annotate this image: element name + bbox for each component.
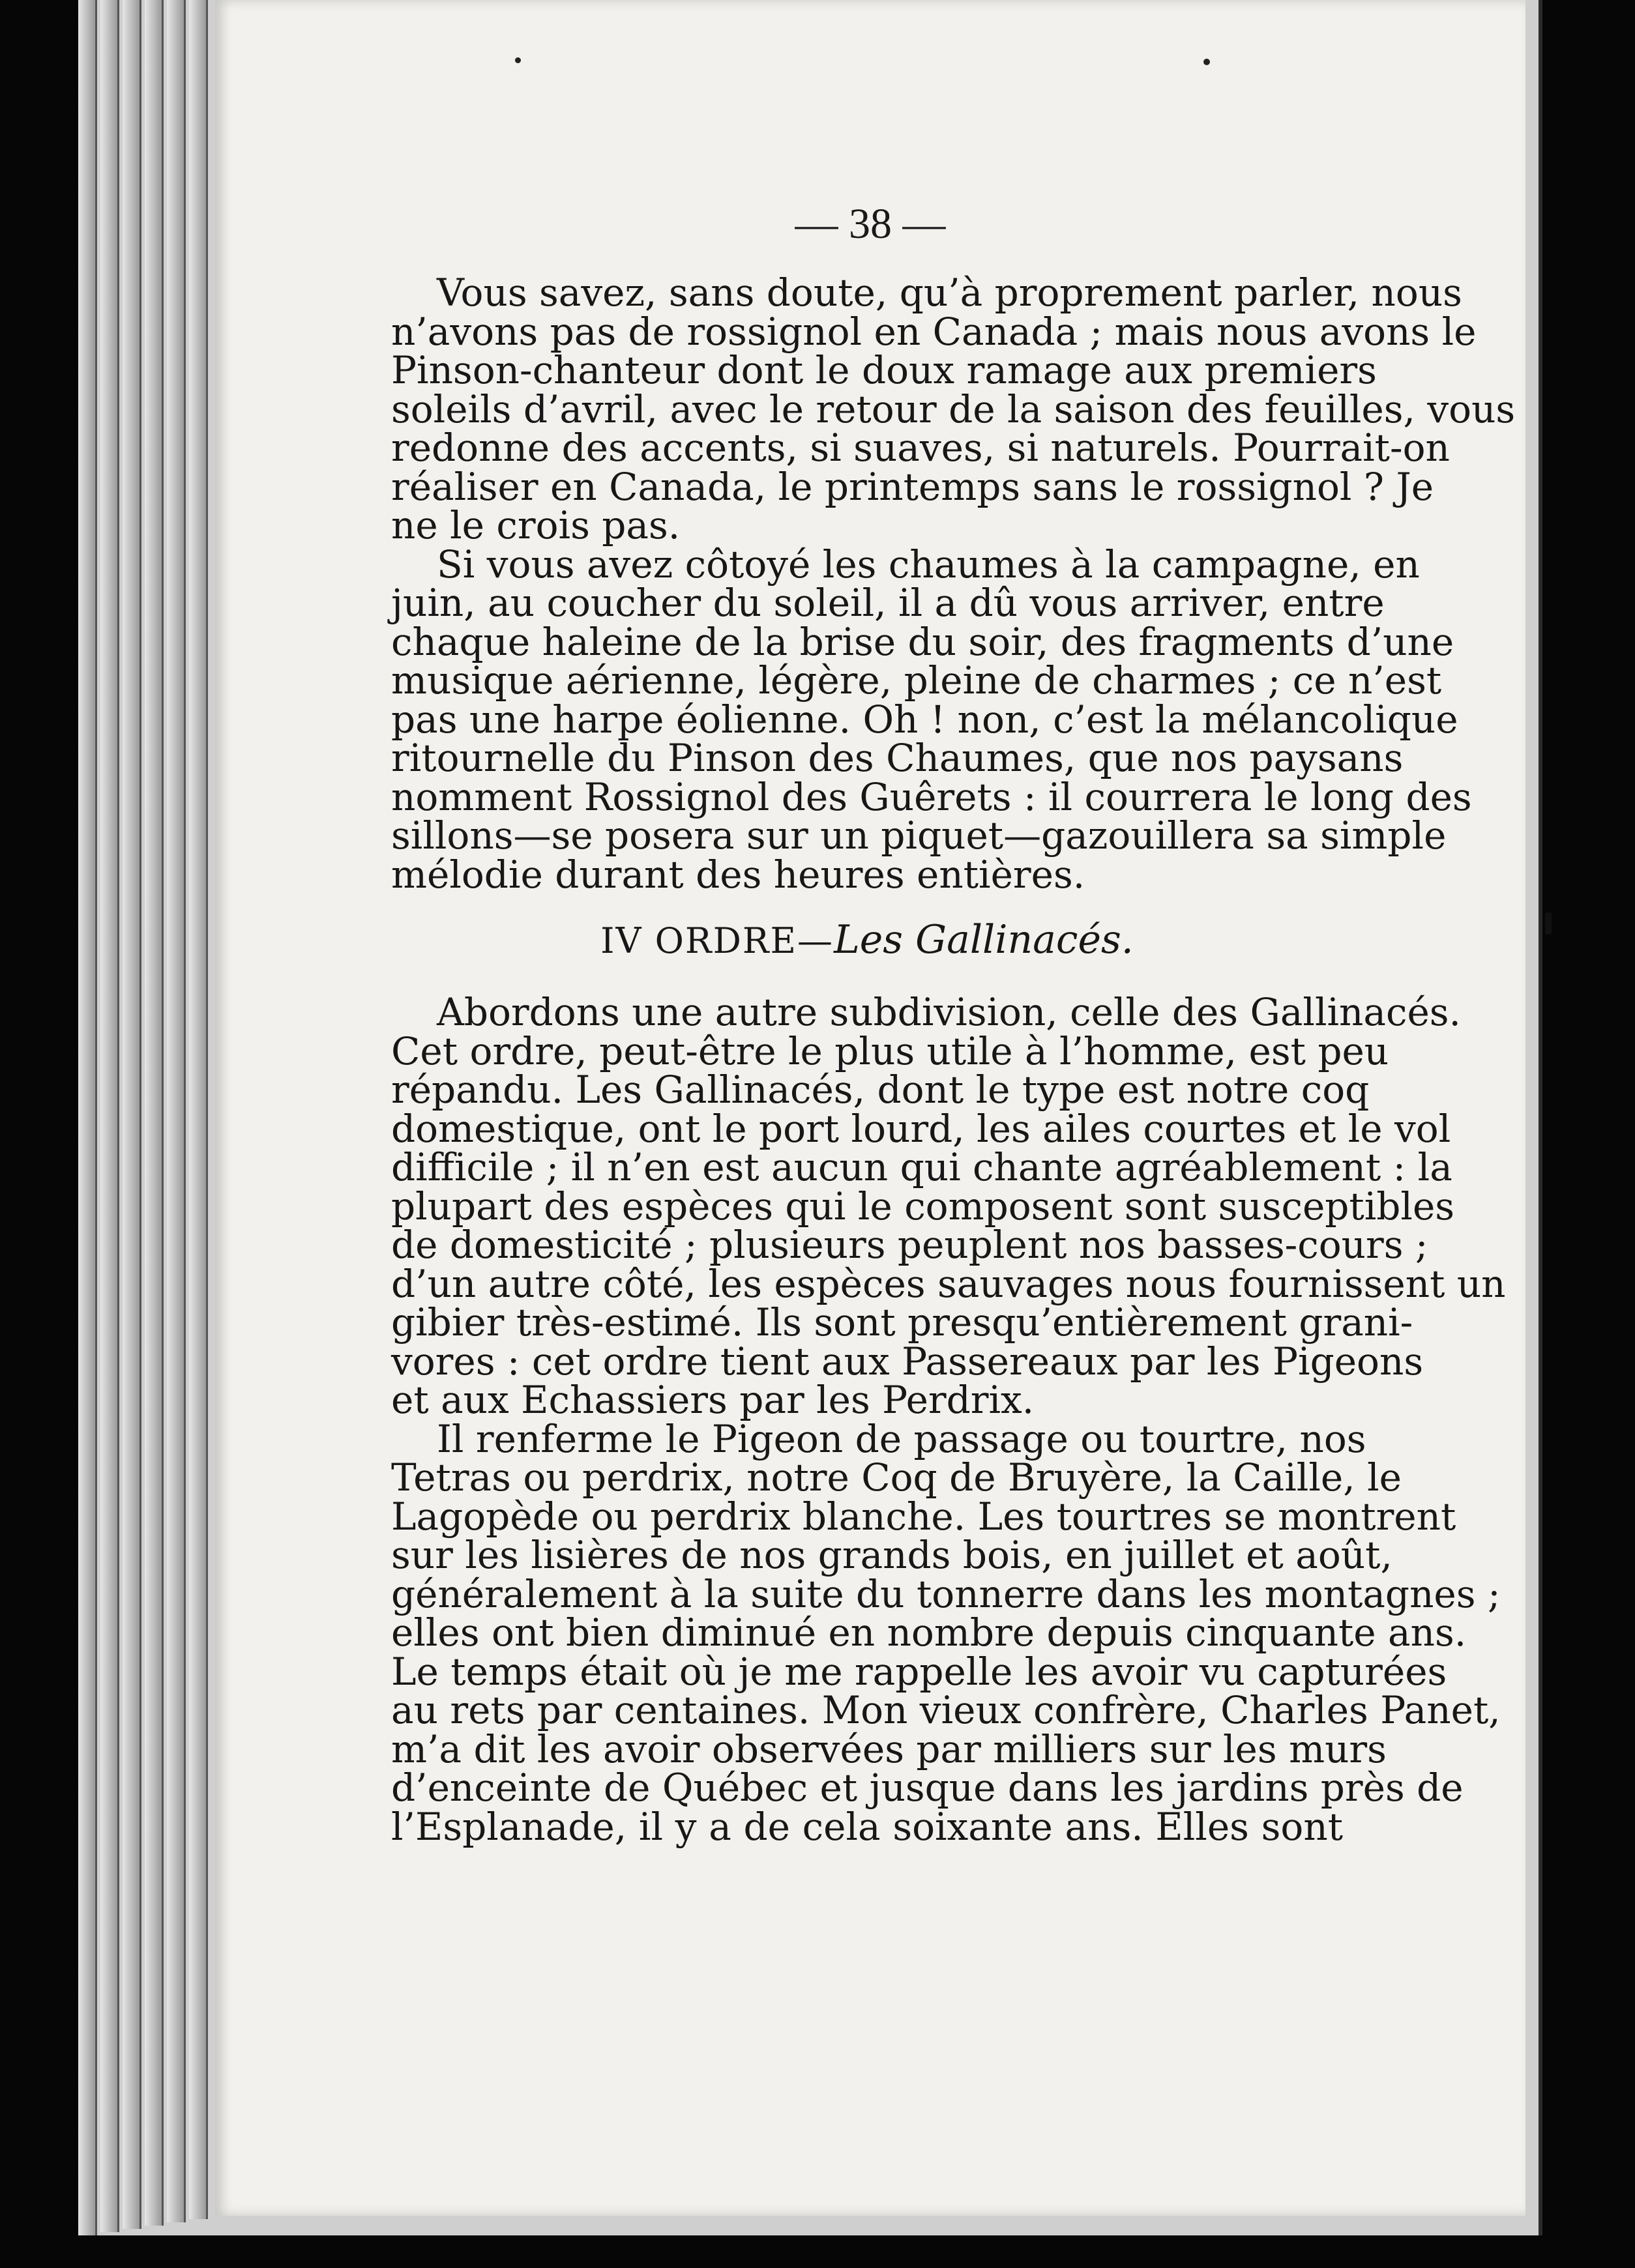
text-line: au rets par centaines. Mon vieux confrère, Charles Panet,: [391, 1688, 1501, 1732]
text-line: Abordons une autre subdivision, celle des Gallinacés.: [437, 990, 1461, 1034]
text-line: généralement à la suite du tonnerre dans les montagnes ;: [391, 1571, 1501, 1616]
text-line: gibier très-estimé. Ils sont presqu’entièrement grani-: [391, 1300, 1413, 1345]
text-line: d’enceinte de Québec et jusque dans les jardins près de: [391, 1766, 1464, 1810]
section-heading: [391, 907, 1343, 972]
text-line: mélodie durant des heures entières.: [391, 852, 1085, 897]
text-line: nomment Rossignol des Guêrets : il courrera le long des: [391, 774, 1472, 819]
text-line: elles ont bien diminué en nombre depuis cinquante ans.: [391, 1610, 1467, 1655]
ink-speck: [1203, 59, 1210, 65]
text-line: ne le crois pas.: [391, 503, 681, 547]
text-line: sillons—se posera sur un piquet—gazouillera sa simple: [391, 813, 1447, 858]
paragraph: [391, 1416, 1501, 1849]
page-edge: [145, 0, 164, 2226]
text-line: Tetras ou perdrix, notre Coq de Bruyère, la Caille, le: [391, 1455, 1402, 1500]
text-line: réaliser en Canada, le printemps sans le rossignol ? Je: [391, 464, 1434, 509]
text-line: sur les lisières de nos grands bois, en juillet et août,: [391, 1533, 1392, 1577]
text-line: d’un autre côté, les espèces sauvages nous fournissent un: [391, 1261, 1506, 1306]
margin-mark: [1545, 912, 1552, 935]
text-line: l’Esplanade, il y a de cela soixante ans. Elles sont: [391, 1804, 1343, 1849]
paragraph: [391, 270, 1516, 547]
text-line: Pinson-chanteur dont le doux ramage aux premiers: [391, 348, 1377, 392]
text-line: vores : cet ordre tient aux Passereaux par les Pigeons: [391, 1339, 1424, 1384]
page-number: — 38 —: [795, 200, 946, 248]
text-line: difficile ; il n’en est aucun qui chante agréablement : la: [391, 1145, 1452, 1189]
text-line: Cet ordre, peut-être le plus utile à l’homme, est peu: [391, 1028, 1389, 1073]
book-page: [215, 0, 1525, 2216]
text-line: Vous savez, sans doute, qu’à proprement parler, nous: [437, 270, 1462, 315]
text-line: domestique, ont le port lourd, les ailes courtes et le vol: [391, 1106, 1451, 1151]
page-edge: [100, 0, 119, 2232]
text-line: soleils d’avril, avec le retour de la saison des feuilles, vous: [391, 386, 1516, 431]
text-line: redonne des accents, si suaves, si naturels. Pourrait-on: [391, 426, 1450, 470]
page-edge: [123, 0, 141, 2229]
text-line: juin, au coucher du soleil, il a dû vous arriver, entre: [391, 581, 1385, 625]
text-line: Lagopède ou perdrix blanche. Les tourtres se montrent: [391, 1494, 1456, 1539]
text-line: pas une harpe éolienne. Oh ! non, c’est la mélancolique: [391, 697, 1458, 742]
section-order-label: IV ORDRE—: [600, 920, 834, 961]
section-title: Les Gallinacés.: [833, 917, 1134, 963]
paragraph: [391, 542, 1472, 897]
text-line: répandu. Les Gallinacés, dont le type est notre coq: [391, 1068, 1370, 1112]
text-line: de domesticité ; plusieurs peuplent nos basses-cours ;: [391, 1223, 1428, 1267]
text-line: et aux Echassiers par les Perdrix.: [391, 1378, 1035, 1422]
body-text: [391, 270, 1516, 1849]
text-line: Le temps était où je me rappelle les avoir vu capturées: [391, 1649, 1447, 1694]
paragraph: [391, 990, 1506, 1422]
page-edge: [189, 0, 208, 2219]
page-edge: [78, 0, 97, 2235]
text-line: chaque haleine de la brise du soir, des fragments d’une: [391, 619, 1454, 664]
text-line: Si vous avez côtoyé les chaumes à la campagne, en: [437, 542, 1420, 587]
text-line: ritournelle du Pinson des Chaumes, que nos paysans: [391, 736, 1404, 780]
text-line: musique aérienne, légère, pleine de charmes ; ce n’est: [391, 658, 1442, 703]
text-line: Il renferme le Pigeon de passage ou tourtre, nos: [437, 1416, 1366, 1461]
page-edge: [167, 0, 186, 2222]
text-line: n’avons pas de rossignol en Canada ; mais nous avons le: [391, 309, 1477, 354]
ink-speck: [515, 57, 521, 63]
text-line: m’a dit les avoir observées par milliers sur les murs: [391, 1726, 1387, 1771]
text-line: plupart des espèces qui le composent sont susceptibles: [391, 1184, 1455, 1228]
